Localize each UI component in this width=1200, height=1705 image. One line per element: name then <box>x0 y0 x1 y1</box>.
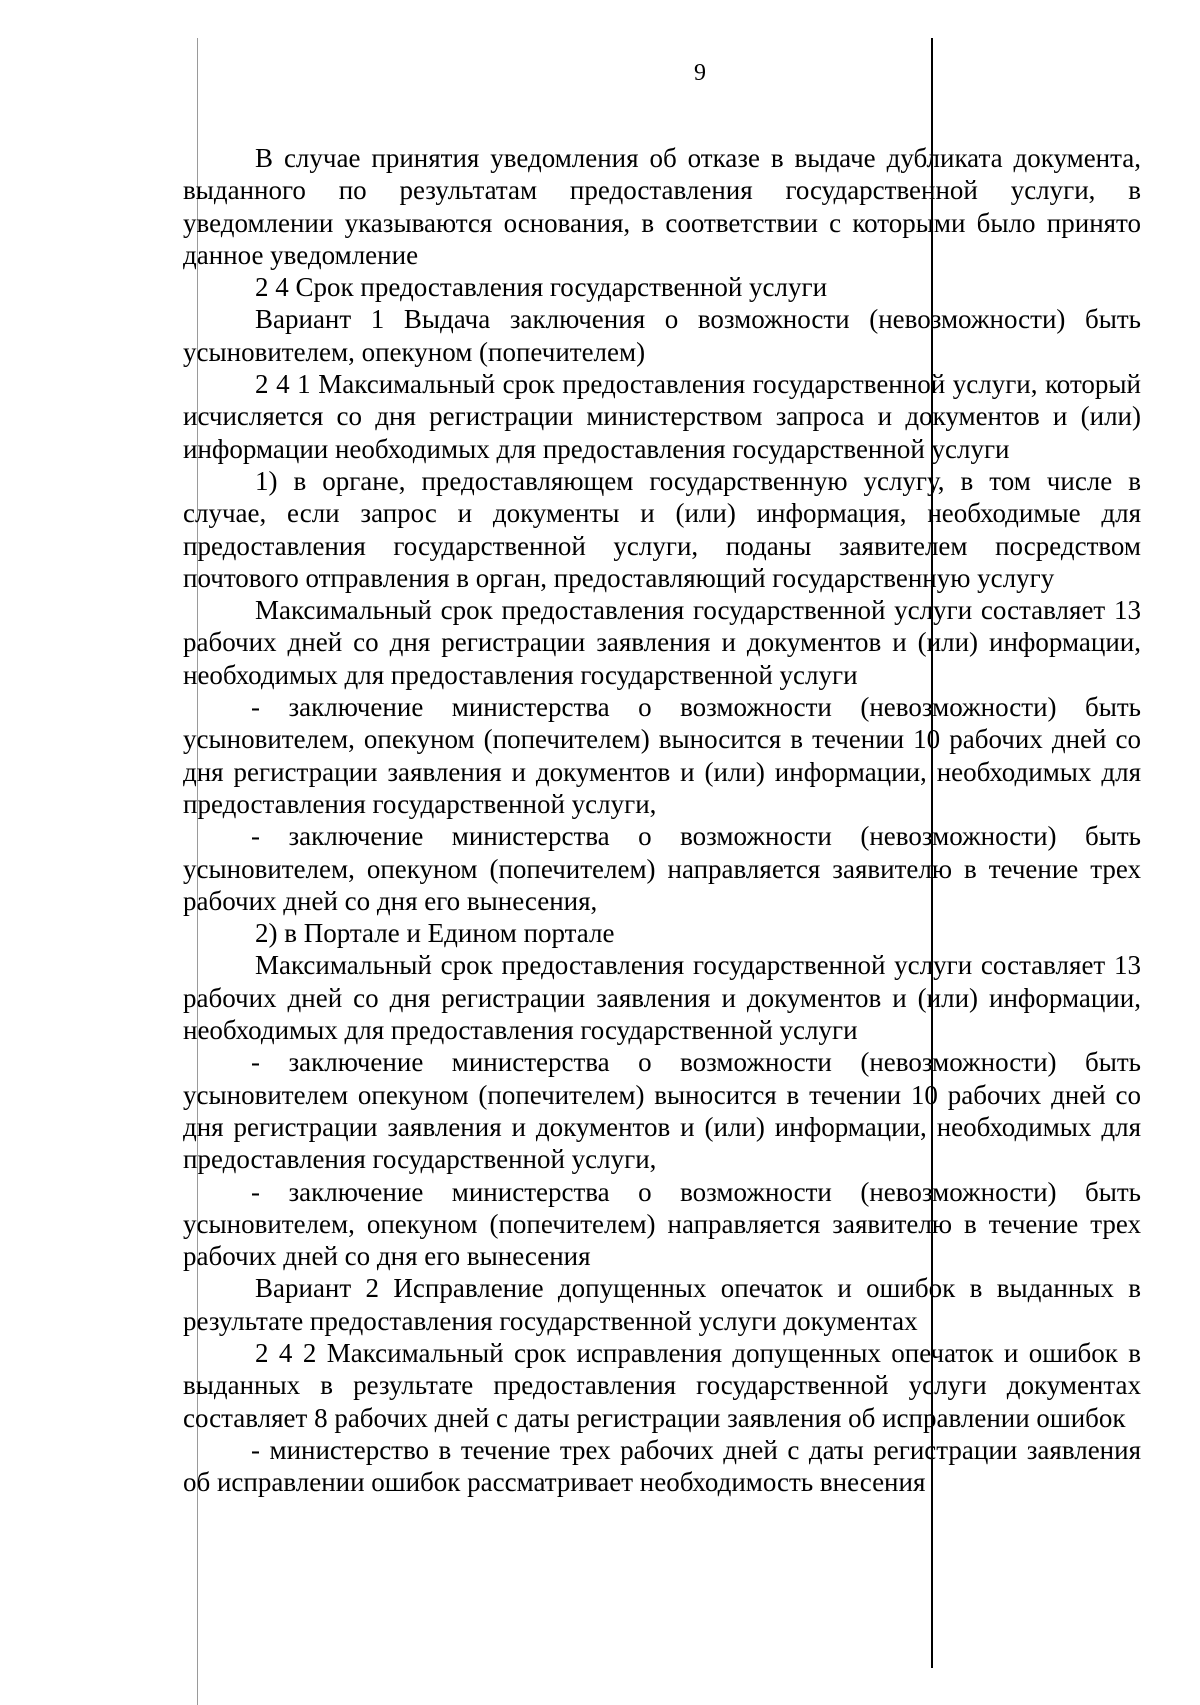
dash-item-conclusion-sent-2: - заключение министерства о возможности (невозможности) быть усыновителем, опекуном (попечителем) направляется заявителю в течение трех рабочих дней со дня его вынесения <box>183 1176 1141 1272</box>
dash-item-conclusion-issued-1: - заключение министерства о возможности (невозможности) быть усыновителем, опекуном (попечителем) выносится в течении 10 рабочих дней со дня регистрации заявления и документов и (или) информации, необходимых для предоставления государственной услуги, <box>183 692 1141 819</box>
page-number: 9 <box>694 60 706 86</box>
paragraph-max-term-2: Максимальный срок предоставления государственной услуги составляет 13 рабочих дней со дня регистрации заявления и документов и (или) информации, необходимых для предоставления государственной услуги <box>183 950 1141 1046</box>
paragraph-2-4-2: 2 4 2 Максимальный срок исправления допущенных опечаток и ошибок в выданных в результате предоставления государственной услуги документах составляет 8 рабочих дней с даты регистрации заявления об исправлении ошибок <box>183 1337 1141 1433</box>
document-body <box>183 142 1141 1498</box>
dash-item-ministry-review: - министерство в течение трех рабочих дней с даты регистрации заявления об исправлении ошибок рассматривает необходимость внесения <box>183 1434 1141 1498</box>
paragraph-max-term-1: Максимальный срок предоставления государственной услуги составляет 13 рабочих дней со дня регистрации заявления и документов и (или) информации, необходимых для предоставления государственной услуги <box>183 595 1141 690</box>
dash-item-conclusion-sent-1: - заключение министерства о возможности (невозможности) быть усыновителем, опекуном (попечителем) направляется заявителю в течение трех рабочих дней со дня его вынесения, <box>183 821 1141 916</box>
variant-2-heading: Вариант 2 Исправление допущенных опечаток и ошибок в выданных в результате предоставления государственной услуги документах <box>183 1273 1141 1336</box>
item-1-in-authority: 1) в органе, предоставляющем государственную услугу, в том числе в случае, если запрос и документы и (или) информация, необходимые для предоставления государственной услуги, поданы заявителем посредством почтового отправления в орган, предоставляющий государственную услугу <box>183 465 1141 593</box>
item-2-portal: 2) в Портале и Едином портале <box>255 918 615 949</box>
dash-item-conclusion-issued-2: - заключение министерства о возможности (невозможности) быть усыновителем опекуном (попечителем) выносится в течении 10 рабочих дней со дня регистрации заявления и документов и (или) информации, необходимых для предоставления государственной услуги, <box>183 1047 1141 1175</box>
variant-1-heading: Вариант 1 Выдача заключения о возможности (невозможности) быть усыновителем, опекуном (попечителем) <box>183 304 1141 367</box>
paragraph-2-4-1: 2 4 1 Максимальный срок предоставления государственной услуги, который исчисляется со дня регистрации министерством запроса и документов и (или) информации необходимых для предоставления государственной услуги <box>183 369 1141 464</box>
section-heading-2-4: 2 4 Срок предоставления государственной услуги <box>255 272 828 303</box>
paragraph-refusal-notice: В случае принятия уведомления об отказе в выдаче дубликата документа, выданного по результатам предоставления государственной услуги, в уведомлении указываются основания, в соответствии с которыми было принято данное уведомление <box>183 143 1141 270</box>
